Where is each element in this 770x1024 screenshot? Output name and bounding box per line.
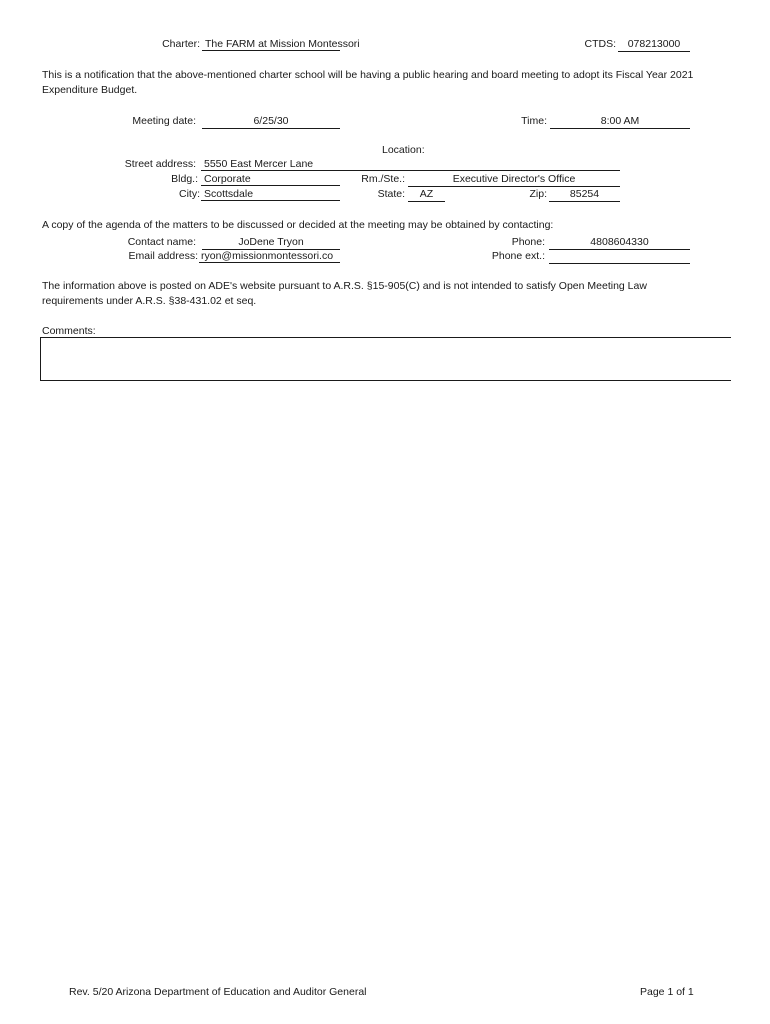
street-address-label: Street address:: [124, 158, 196, 170]
comments-label: Comments:: [42, 325, 96, 337]
contact-name-label: Contact name:: [127, 236, 196, 248]
bldg-field[interactable]: Corporate: [201, 173, 340, 186]
phone-field[interactable]: 4808604330: [549, 236, 690, 250]
phone-label: Phone:: [511, 236, 545, 248]
bldg-label: Bldg.:: [171, 173, 198, 185]
notification-text: This is a notification that the above-mentioned charter school will be having a public hearing and board meeting to adopt its Fiscal Year 2021 Expenditure Budget.: [42, 69, 694, 96]
street-address-field[interactable]: 5550 East Mercer Lane: [201, 158, 620, 171]
charter-field[interactable]: The FARM at Mission Montessori: [202, 38, 340, 51]
info-text: The information above is posted on ADE's website pursuant to A.R.S. §15-905(C) and is not intended to satisfy Open Meeting Law requirements under A.R.S. §38-431.02 et seq.: [42, 280, 647, 307]
zip-field[interactable]: 85254: [549, 188, 620, 202]
agenda-text: A copy of the agenda of the matters to be discussed or decided at the meeting may be obtained by contacting:: [42, 219, 554, 231]
location-heading: Location:: [382, 144, 425, 156]
ctds-label: CTDS:: [584, 38, 616, 50]
rm-ste-field[interactable]: Executive Director's Office: [408, 173, 620, 187]
ctds-field[interactable]: 078213000: [618, 38, 690, 52]
state-field[interactable]: AZ: [408, 188, 445, 202]
phone-ext-field[interactable]: [549, 250, 690, 264]
charter-label: Charter:: [162, 38, 200, 50]
phone-ext-label: Phone ext.:: [491, 250, 545, 262]
city-label: City:: [179, 188, 200, 200]
footer-revision: Rev. 5/20 Arizona Department of Education and Auditor General: [69, 986, 367, 998]
rm-ste-label: Rm./Ste.:: [361, 173, 405, 185]
meeting-time-field[interactable]: 8:00 AM: [550, 115, 690, 129]
meeting-date-label: Meeting date:: [132, 115, 196, 127]
meeting-time-label: Time:: [521, 115, 547, 127]
email-field[interactable]: ryon@missionmontessori.co: [199, 250, 340, 263]
comments-field[interactable]: [40, 337, 731, 381]
meeting-date-field[interactable]: 6/25/30: [202, 115, 340, 129]
zip-label: Zip:: [529, 188, 547, 200]
footer-page-number: Page 1 of 1: [640, 986, 694, 998]
state-label: State:: [377, 188, 405, 200]
contact-name-field[interactable]: JoDene Tryon: [202, 236, 340, 250]
email-label: Email address:: [128, 250, 198, 262]
city-field[interactable]: Scottsdale: [201, 188, 340, 201]
